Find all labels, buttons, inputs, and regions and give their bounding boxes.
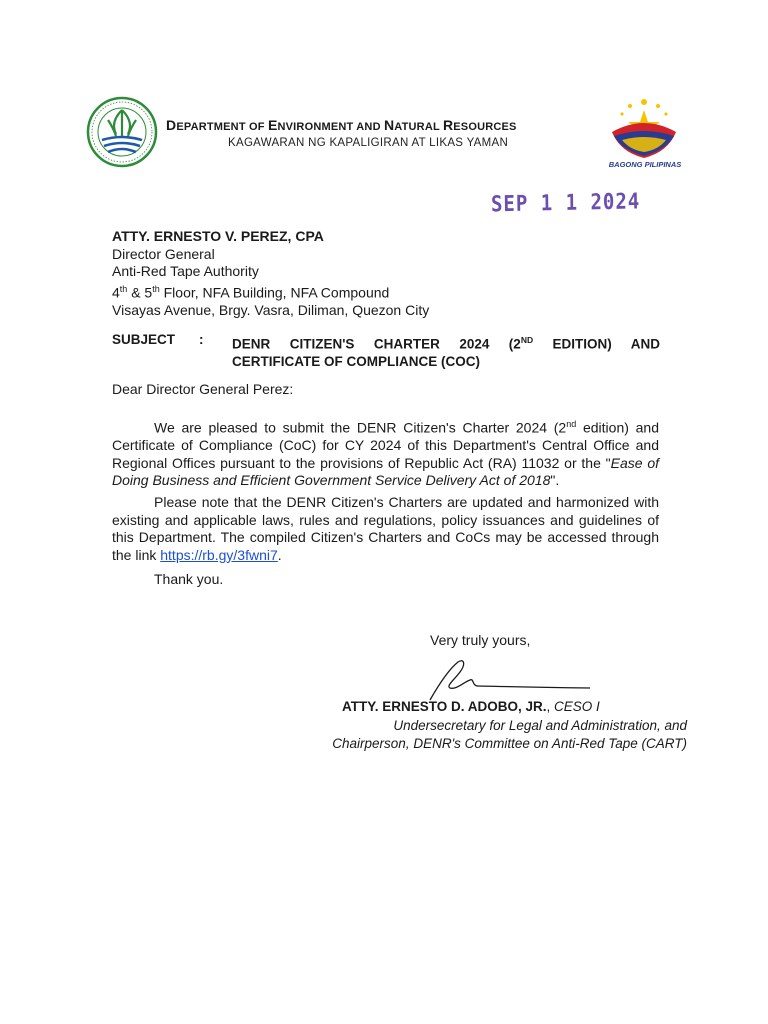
signatory-title: Undersecretary for Legal and Administration, and Chairperson, DENR's Committee on Anti-Red Tape (CART) <box>332 718 687 751</box>
department-name: DEPARTMENT OF ENVIRONMENT AND NATURAL RESOURCES <box>166 117 517 133</box>
signatory-name: ATTY. ERNESTO D. ADOBO, JR., CESO I <box>342 699 600 714</box>
addressee-office: Anti-Red Tape Authority <box>112 263 259 280</box>
denr-logo <box>86 96 158 168</box>
thank-you: Thank you. <box>154 571 224 587</box>
department-subtitle: KAGAWARAN NG KAPALIGIRAN AT LIKAS YAMAN <box>228 137 509 149</box>
addressee-block <box>112 228 429 320</box>
addressee-address-line2: Visayas Avenue, Brgy. Vasra, Diliman, Quezon City <box>112 302 430 319</box>
salutation: Dear Director General Perez: <box>112 381 294 397</box>
bagong-pilipinas-caption: BAGONG PILIPINAS <box>608 160 682 169</box>
addressee-address-line1: 4th & 5th Floor, NFA Building, NFA Compound <box>112 283 390 301</box>
subject-label: SUBJECT <box>112 332 176 347</box>
body-paragraph-2: Please note that the DENR Citizen's Charters are updated and harmonized with existing and applicable laws, rules and regulations, policy issuances and guidelines of this Department. The compiled Citizen's Charters and CoCs may be accessed through the link https://rb.gy/3fwni7. <box>112 494 659 563</box>
received-date-stamp: SEP 1 1 2024 <box>490 188 641 218</box>
addressee-position: Director General <box>112 245 215 262</box>
charter-link[interactable]: https://rb.gy/3fwni7 <box>160 546 278 563</box>
subject-text: DENR CITIZEN'S CHARTER 2024 (2ND EDITION) AND CERTIFICATE OF COMPLIANCE (COC) <box>232 335 660 369</box>
closing-line: Very truly yours, <box>430 632 531 648</box>
handwritten-signature <box>420 656 600 704</box>
subject-colon: : <box>199 332 204 347</box>
body-paragraph-1: We are pleased to submit the DENR Citizen's Charter 2024 (2nd edition) and Certificate of Compliance (CoC) for CY 2024 of this Department's Central Office and Regional Offices pursuant to the provisions of Republic Act (RA) 11032 or the "Ease of Doing Business and Efficient Government Service Delivery Act of 2018". <box>112 419 659 489</box>
addressee-name: ATTY. ERNESTO V. PEREZ, CPA <box>112 228 324 244</box>
